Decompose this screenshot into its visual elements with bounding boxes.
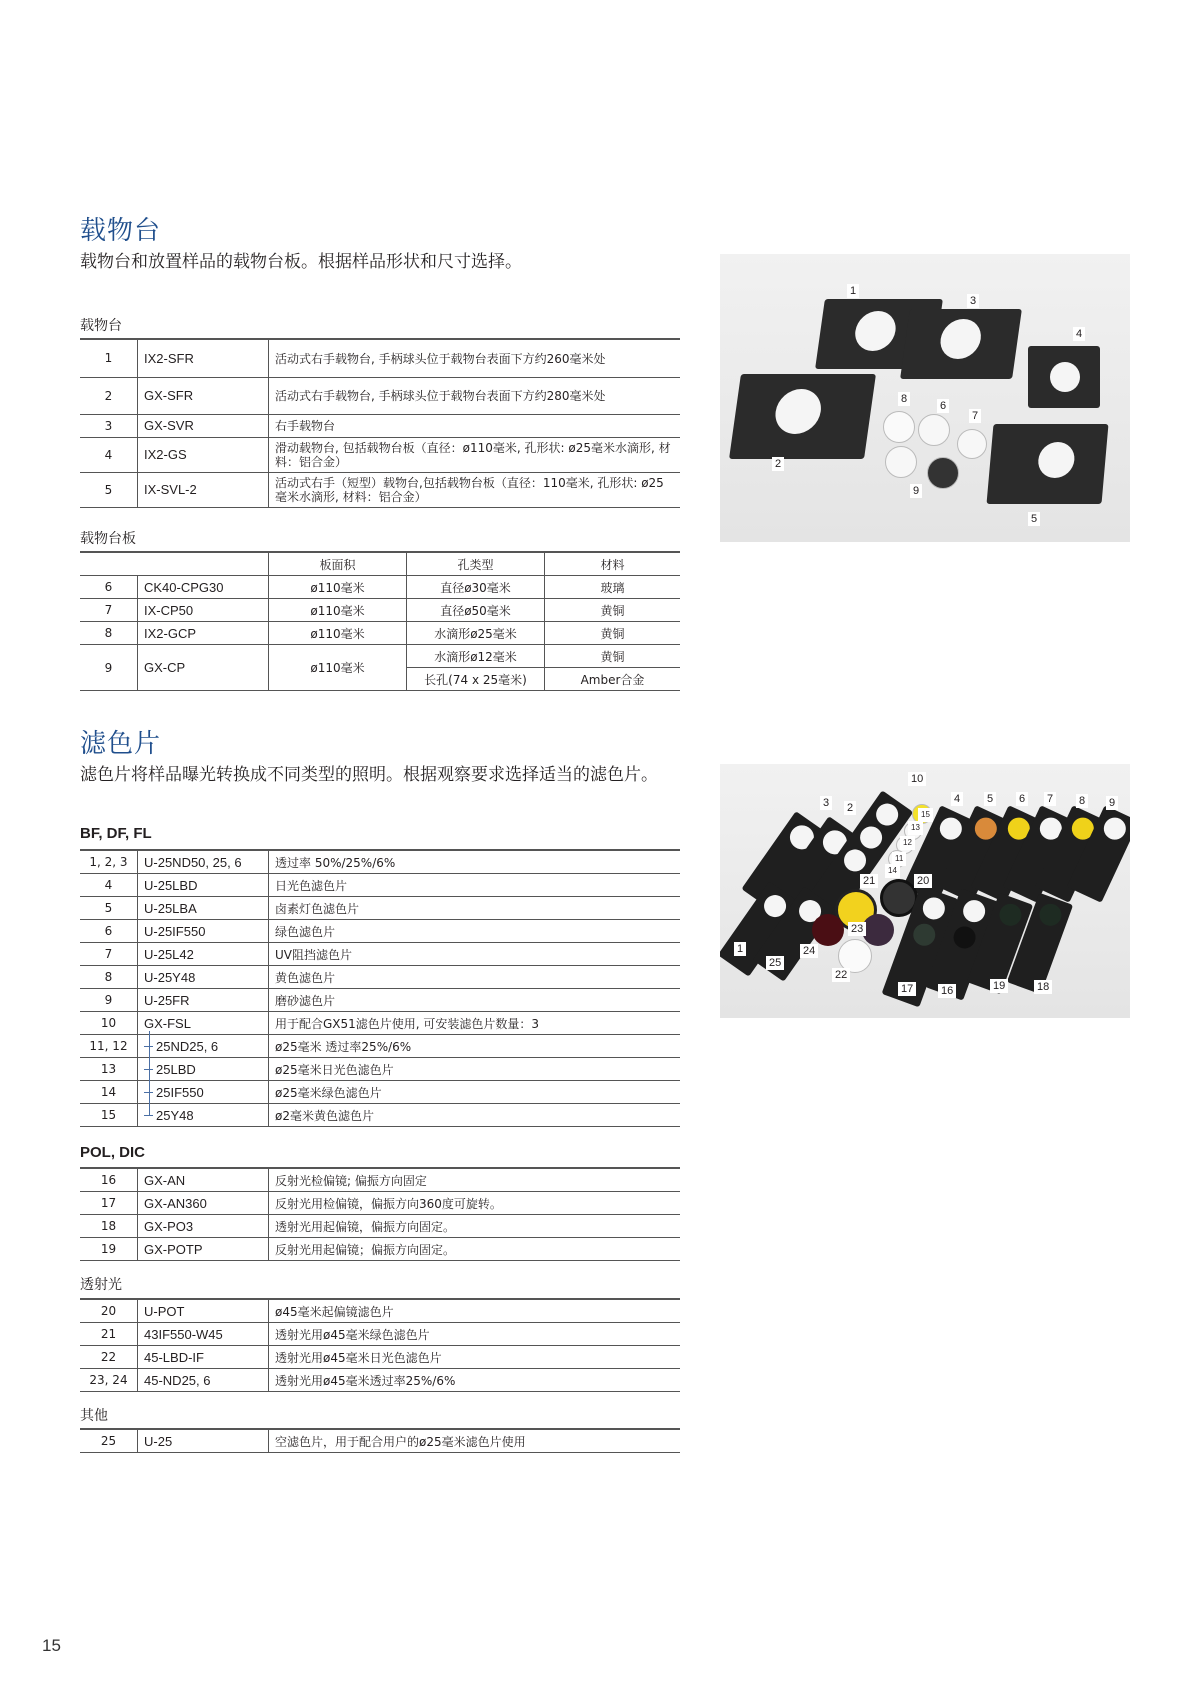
bf-df-fl-heading: BF, DF, FL <box>80 825 152 842</box>
callout-label: 18 <box>1034 980 1052 994</box>
callout-label: 24 <box>800 944 818 958</box>
model-code: U-25LBA <box>138 897 269 920</box>
stage-2-image <box>729 374 876 459</box>
model-code: GX-AN360 <box>138 1192 269 1215</box>
callout-label: 15 <box>918 808 933 822</box>
row-number: 1 <box>80 339 138 377</box>
stage-section-title: 载物台 <box>80 216 162 246</box>
table-row <box>80 437 680 472</box>
description: 卤素灯色滤色片 <box>269 897 681 920</box>
header-material: 材料 <box>545 552 681 576</box>
description: 磨砂滤色片 <box>269 989 681 1012</box>
other-heading: 其他 <box>80 1408 108 1424</box>
plate-area: ø110毫米 <box>269 576 407 599</box>
table-row <box>80 1081 680 1104</box>
description: ø45毫米起偏镜滤色片 <box>269 1299 681 1323</box>
callout-label: 22 <box>832 968 850 982</box>
hole-type: 长孔(74 x 25毫米) <box>407 668 545 691</box>
table-row <box>80 1346 680 1369</box>
model-code: 25LBD <box>144 1062 196 1077</box>
table-row <box>80 645 680 668</box>
description: 透射光用ø45毫米日光色滤色片 <box>269 1346 681 1369</box>
row-number: 11, 12 <box>80 1035 138 1058</box>
description: UV阻挡滤色片 <box>269 943 681 966</box>
callout-label: 19 <box>990 979 1008 993</box>
row-number: 3 <box>80 414 138 437</box>
callout-label: 3 <box>967 294 979 308</box>
callout-label: 2 <box>772 457 784 471</box>
model-code: GX-SVR <box>138 414 269 437</box>
model-code: 45-LBD-IF <box>138 1346 269 1369</box>
plate-9a-image <box>885 446 917 478</box>
table-row <box>80 943 680 966</box>
description: 滑动载物台, 包括载物台板（直径：ø110毫米, 孔形状: ø25毫米水滴形, 材料：铝合金） <box>269 437 681 472</box>
model-code: GX-CP <box>138 645 269 691</box>
plate-area: ø110毫米 <box>269 599 407 622</box>
header-area: 板面积 <box>269 552 407 576</box>
header-blank <box>80 552 269 576</box>
table-row <box>80 472 680 507</box>
stage-4-image <box>1028 346 1100 408</box>
description: 日光色滤色片 <box>269 874 681 897</box>
other-table <box>80 1428 680 1453</box>
callout-label: 9 <box>910 484 922 498</box>
model-code: 25Y48 <box>144 1108 194 1123</box>
description: 活动式右手载物台, 手柄球头位于载物台表面下方约260毫米处 <box>269 339 681 377</box>
table-row <box>80 414 680 437</box>
row-number: 16 <box>80 1168 138 1192</box>
row-number: 8 <box>80 966 138 989</box>
callout-label: 5 <box>984 792 996 806</box>
stage-section-description: 载物台和放置样品的载物台板。根据样品形状和尺寸选择。 <box>80 252 522 272</box>
table-row <box>80 850 680 874</box>
row-number: 13 <box>80 1058 138 1081</box>
table-row <box>80 1429 680 1453</box>
row-number: 18 <box>80 1215 138 1238</box>
description: 反射光用检偏镜，偏振方向360度可旋转。 <box>269 1192 681 1215</box>
model-code: 43IF550-W45 <box>138 1323 269 1346</box>
table-row <box>80 599 680 622</box>
table-row <box>80 1104 680 1127</box>
stage-3-image <box>900 309 1022 379</box>
plate-9b-image <box>927 457 959 489</box>
callout-label: 21 <box>860 874 878 888</box>
row-number: 7 <box>80 599 138 622</box>
row-number: 21 <box>80 1323 138 1346</box>
model-code: IX2-GCP <box>138 622 269 645</box>
row-number: 14 <box>80 1081 138 1104</box>
callout-label: 17 <box>898 982 916 996</box>
row-number: 9 <box>80 989 138 1012</box>
row-number: 5 <box>80 472 138 507</box>
row-number: 4 <box>80 437 138 472</box>
callout-label: 6 <box>937 399 949 413</box>
table-header-row <box>80 552 680 576</box>
callout-label: 4 <box>1073 327 1085 341</box>
callout-label: 1 <box>847 284 859 298</box>
material: 玻璃 <box>545 576 681 599</box>
description: 反射光检偏镜; 偏振方向固定 <box>269 1168 681 1192</box>
table-row <box>80 1192 680 1215</box>
plate-7-image <box>957 429 987 459</box>
callout-label: 8 <box>898 392 910 406</box>
model-code: 25IF550 <box>144 1085 204 1100</box>
table-row <box>80 1323 680 1346</box>
table-row <box>80 1369 680 1392</box>
pol-dic-table <box>80 1167 680 1261</box>
callout-label: 1 <box>734 942 746 956</box>
hole-type: 水滴形ø25毫米 <box>407 622 545 645</box>
description: 透射光用起偏镜，偏振方向固定。 <box>269 1215 681 1238</box>
filter-24 <box>812 914 844 946</box>
callout-label: 3 <box>820 796 832 810</box>
tree-connector <box>149 1031 150 1115</box>
table-row <box>80 1058 680 1081</box>
description: 透射光用ø45毫米透过率25%/6% <box>269 1369 681 1392</box>
description: 活动式右手载物台, 手柄球头位于载物台表面下方约280毫米处 <box>269 377 681 414</box>
model-code: GX-PO3 <box>138 1215 269 1238</box>
callout-label: 12 <box>900 836 915 850</box>
row-number: 1, 2, 3 <box>80 850 138 874</box>
plate-area: ø110毫米 <box>269 622 407 645</box>
model-code: IX-SVL-2 <box>138 472 269 507</box>
table-row <box>80 989 680 1012</box>
description: ø2毫米黄色滤色片 <box>269 1104 681 1127</box>
hole-type: 水滴形ø12毫米 <box>407 645 545 668</box>
description: 绿色滤色片 <box>269 920 681 943</box>
model-code: GX-AN <box>138 1168 269 1192</box>
row-number: 6 <box>80 920 138 943</box>
model-code: U-25IF550 <box>138 920 269 943</box>
plate-6-image <box>918 414 950 446</box>
description: 黄色滤色片 <box>269 966 681 989</box>
pol-dic-heading: POL, DIC <box>80 1144 146 1161</box>
header-hole: 孔类型 <box>407 552 545 576</box>
description: ø25毫米绿色滤色片 <box>269 1081 681 1104</box>
callout-label: 13 <box>908 821 923 835</box>
model-code: U-25ND50, 25, 6 <box>138 850 269 874</box>
row-number: 20 <box>80 1299 138 1323</box>
description: 用于配合GX51滤色片使用, 可安装滤色片数量：3 <box>269 1012 681 1035</box>
model-code: U-25LBD <box>138 874 269 897</box>
material: Amber合金 <box>545 668 681 691</box>
model-code: GX-SFR <box>138 377 269 414</box>
row-number: 15 <box>80 1104 138 1127</box>
row-number: 19 <box>80 1238 138 1261</box>
row-number: 4 <box>80 874 138 897</box>
row-number: 8 <box>80 622 138 645</box>
row-number: 6 <box>80 576 138 599</box>
plate-8-image <box>883 411 915 443</box>
description: ø25毫米日光色滤色片 <box>269 1058 681 1081</box>
row-number: 22 <box>80 1346 138 1369</box>
description: 空滤色片，用于配合用户的ø25毫米滤色片使用 <box>269 1429 681 1453</box>
filters-photo <box>720 764 1130 1018</box>
callout-label: 7 <box>1044 792 1056 806</box>
table-row <box>80 966 680 989</box>
callout-label: 11 <box>892 852 906 866</box>
model-code: GX-POTP <box>138 1238 269 1261</box>
description: 反射光用起偏镜；偏振方向固定。 <box>269 1238 681 1261</box>
stages-photo <box>720 254 1130 542</box>
callout-label: 20 <box>914 874 932 888</box>
plates-heading: 载物台板 <box>80 531 136 547</box>
page-number: 15 <box>42 1636 61 1655</box>
model-code: CK40-CPG30 <box>138 576 269 599</box>
table-row <box>80 339 680 377</box>
transmitted-table <box>80 1298 680 1392</box>
table-row <box>80 576 680 599</box>
filter-23 <box>862 914 894 946</box>
callout-label: 14 <box>885 864 900 878</box>
model-code: IX2-GS <box>138 437 269 472</box>
model-code: IX-CP50 <box>138 599 269 622</box>
plate-area: ø110毫米 <box>269 645 407 691</box>
callout-label: 6 <box>1016 792 1028 806</box>
hole-type: 直径ø50毫米 <box>407 599 545 622</box>
model-code: GX-FSL <box>138 1012 269 1035</box>
callout-label: 7 <box>969 409 981 423</box>
model-code: U-25 <box>138 1429 269 1453</box>
description: 右手载物台 <box>269 414 681 437</box>
callout-label: 5 <box>1028 512 1040 526</box>
description: 透过率 50%/25%/6% <box>269 850 681 874</box>
model-code: U-25L42 <box>138 943 269 966</box>
filter-section-description: 滤色片将样品曝光转换成不同类型的照明。根据观察要求选择适当的滤色片。 <box>80 765 658 785</box>
description: 透射光用ø45毫米绿色滤色片 <box>269 1323 681 1346</box>
stages-table <box>80 338 680 508</box>
table-row <box>80 1012 680 1035</box>
material: 黄铜 <box>545 645 681 668</box>
model-code: IX2-SFR <box>138 339 269 377</box>
row-number: 17 <box>80 1192 138 1215</box>
model-code: 25ND25, 6 <box>144 1039 218 1054</box>
callout-label: 9 <box>1106 796 1118 810</box>
filter-section-title: 滤色片 <box>80 729 162 759</box>
description: ø25毫米 透过率25%/6% <box>269 1035 681 1058</box>
callout-label: 25 <box>766 956 784 970</box>
table-row <box>80 1238 680 1261</box>
transmitted-heading: 透射光 <box>80 1277 122 1293</box>
table-row <box>80 1168 680 1192</box>
callout-label: 16 <box>938 984 956 998</box>
callout-label: 10 <box>908 772 926 786</box>
stages-heading: 载物台 <box>80 318 122 334</box>
table-row <box>80 920 680 943</box>
row-number: 25 <box>80 1429 138 1453</box>
model-code: U-25Y48 <box>138 966 269 989</box>
table-row <box>80 1035 680 1058</box>
table-row <box>80 1299 680 1323</box>
row-number: 23, 24 <box>80 1369 138 1392</box>
model-code: U-25FR <box>138 989 269 1012</box>
row-number: 10 <box>80 1012 138 1035</box>
row-number: 7 <box>80 943 138 966</box>
table-row <box>80 622 680 645</box>
callout-label: 4 <box>951 792 963 806</box>
row-number: 5 <box>80 897 138 920</box>
hole-type: 直径ø30毫米 <box>407 576 545 599</box>
description: 活动式右手（短型）载物台,包括载物台板（直径：110毫米, 孔形状: ø25毫米水滴形, 材料：铝合金） <box>269 472 681 507</box>
model-code: 45-ND25, 6 <box>138 1369 269 1392</box>
table-row <box>80 1215 680 1238</box>
table-row <box>80 874 680 897</box>
table-row <box>80 377 680 414</box>
material: 黄铜 <box>545 599 681 622</box>
callout-label: 23 <box>848 922 866 936</box>
row-number: 2 <box>80 377 138 414</box>
stage-5-image <box>987 424 1109 504</box>
table-row <box>80 897 680 920</box>
material: 黄铜 <box>545 622 681 645</box>
plates-table <box>80 551 680 691</box>
row-number: 9 <box>80 645 138 691</box>
model-code: U-POT <box>138 1299 269 1323</box>
bf-df-fl-table <box>80 849 680 1127</box>
callout-label: 2 <box>844 801 856 815</box>
callout-label: 8 <box>1076 794 1088 808</box>
